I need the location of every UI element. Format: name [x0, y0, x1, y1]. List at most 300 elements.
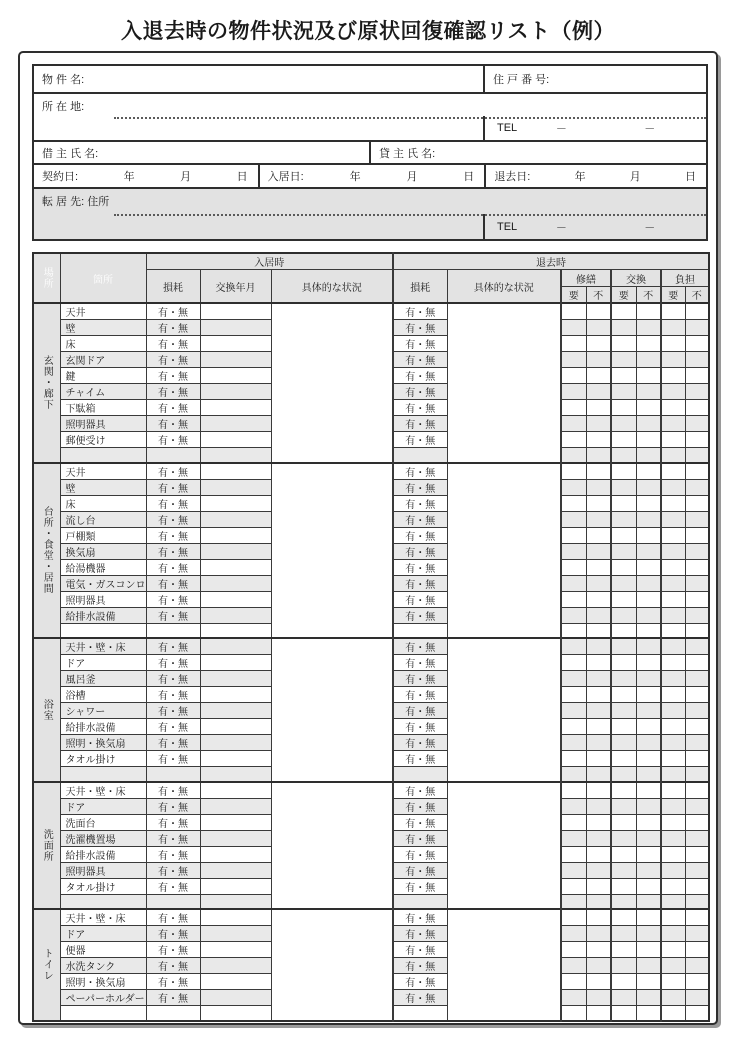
not-required-header: 不: [586, 287, 611, 304]
item-cell: 鍵: [60, 368, 146, 384]
wear-cell: 有・無: [393, 655, 447, 671]
check-cell: [611, 958, 636, 974]
wear-cell: 有・無: [146, 782, 200, 799]
check-cell: [586, 400, 611, 416]
check-cell: [636, 942, 661, 958]
check-cell: [611, 479, 636, 495]
condition-cell: [271, 782, 393, 910]
wear-cell: 有・無: [146, 543, 200, 559]
form-row-property: [34, 66, 706, 92]
check-cell: [561, 735, 586, 751]
check-cell: [636, 894, 661, 909]
check-cell: [611, 623, 636, 638]
exchange-date-cell: [200, 607, 271, 623]
check-cell: [685, 878, 709, 894]
item-cell: 給湯機器: [60, 559, 146, 575]
check-cell: [561, 719, 586, 735]
check-cell: [661, 368, 685, 384]
item-cell: [60, 448, 146, 463]
exchange-date-cell: [200, 448, 271, 463]
check-cell: [636, 352, 661, 368]
check-cell: [636, 958, 661, 974]
check-cell: [661, 830, 685, 846]
check-cell: [611, 575, 636, 591]
check-cell: [611, 990, 636, 1006]
wear-cell: 有・無: [393, 575, 447, 591]
check-cell: [685, 320, 709, 336]
exchange-date-cell: [200, 1006, 271, 1021]
condition-cell: [447, 909, 561, 1021]
check-cell: [636, 782, 661, 799]
check-cell: [685, 511, 709, 527]
check-cell: [561, 767, 586, 782]
day-label: 日: [684, 171, 696, 183]
exchange-date-cell: [200, 591, 271, 607]
check-cell: [611, 862, 636, 878]
wear-cell: 有・無: [393, 909, 447, 926]
wear-cell: [146, 767, 200, 782]
check-cell: [611, 543, 636, 559]
check-cell: [685, 909, 709, 926]
wear-cell: 有・無: [146, 974, 200, 990]
check-cell: [661, 527, 685, 543]
table-row: [33, 638, 709, 655]
wear-cell: 有・無: [393, 320, 447, 336]
check-cell: [636, 687, 661, 703]
check-cell: [661, 894, 685, 909]
check-cell: [685, 671, 709, 687]
check-cell: [685, 479, 709, 495]
contract-date-cell: [34, 165, 258, 187]
item-cell: 浴槽: [60, 687, 146, 703]
check-cell: [661, 400, 685, 416]
check-cell: [685, 894, 709, 909]
exchange-date-cell: [200, 527, 271, 543]
check-cell: [685, 798, 709, 814]
wear-cell: 有・無: [393, 432, 447, 448]
exchange-date-cell: [200, 767, 271, 782]
check-cell: [636, 719, 661, 735]
check-cell: [586, 909, 611, 926]
check-cell: [611, 894, 636, 909]
movein-date-cell: [258, 165, 485, 187]
wear-cell: 有・無: [146, 352, 200, 368]
wear-cell: 有・無: [146, 909, 200, 926]
wear-cell: 有・無: [146, 559, 200, 575]
check-cell: [586, 703, 611, 719]
check-cell: [685, 607, 709, 623]
tel-label: TEL: [497, 220, 518, 233]
wear-cell: 有・無: [393, 782, 447, 799]
wear-cell: [146, 448, 200, 463]
check-cell: [611, 703, 636, 719]
check-cell: [685, 751, 709, 767]
check-cell: [611, 655, 636, 671]
check-cell: [561, 511, 586, 527]
check-cell: [636, 846, 661, 862]
check-cell: [636, 878, 661, 894]
year-label: 年: [123, 171, 135, 183]
table-row: [33, 303, 709, 320]
wear-cell: 有・無: [393, 974, 447, 990]
check-cell: [611, 798, 636, 814]
wear-cell: 有・無: [146, 591, 200, 607]
property-name-label: 物 件 名:: [42, 74, 85, 86]
check-cell: [586, 416, 611, 432]
check-cell: [685, 543, 709, 559]
check-cell: [611, 719, 636, 735]
check-cell: [561, 974, 586, 990]
check-cell: [661, 495, 685, 511]
place-cell: 浴室: [33, 638, 60, 782]
exchange-date-cell: [200, 384, 271, 400]
check-cell: [586, 607, 611, 623]
wear-cell: 有・無: [393, 384, 447, 400]
check-cell: [611, 782, 636, 799]
check-cell: [561, 479, 586, 495]
exchange-date-cell: [200, 511, 271, 527]
check-cell: [636, 623, 661, 638]
exchange-date-cell: [200, 990, 271, 1006]
check-cell: [636, 607, 661, 623]
check-cell: [561, 384, 586, 400]
check-cell: [636, 591, 661, 607]
item-cell: 照明器具: [60, 591, 146, 607]
address-label: 所 在 地:: [42, 100, 85, 113]
wear-cell: [393, 448, 447, 463]
exchange-date-cell: [200, 958, 271, 974]
item-cell: タオル掛け: [60, 751, 146, 767]
wear-cell: 有・無: [393, 479, 447, 495]
check-cell: [636, 990, 661, 1006]
wear-cell: 有・無: [393, 352, 447, 368]
check-cell: [586, 798, 611, 814]
check-cell: [611, 432, 636, 448]
check-cell: [661, 719, 685, 735]
check-cell: [561, 527, 586, 543]
check-cell: [685, 591, 709, 607]
check-cell: [586, 958, 611, 974]
check-cell: [661, 814, 685, 830]
wear-cell: 有・無: [393, 416, 447, 432]
item-cell: 壁: [60, 320, 146, 336]
check-cell: [586, 575, 611, 591]
wear-cell: [393, 767, 447, 782]
check-cell: [636, 655, 661, 671]
check-cell: [561, 814, 586, 830]
item-cell: 流し台: [60, 511, 146, 527]
check-cell: [561, 687, 586, 703]
check-cell: [685, 830, 709, 846]
check-cell: [561, 751, 586, 767]
wear-cell: 有・無: [146, 320, 200, 336]
exchange-date-cell: [200, 671, 271, 687]
burden-header: 負担: [661, 270, 709, 287]
wear-cell: [146, 894, 200, 909]
check-cell: [611, 974, 636, 990]
wear-cell: 有・無: [146, 798, 200, 814]
check-cell: [561, 623, 586, 638]
check-cell: [586, 432, 611, 448]
check-cell: [586, 463, 611, 480]
item-cell: 便器: [60, 942, 146, 958]
check-cell: [636, 909, 661, 926]
wear-cell: 有・無: [146, 495, 200, 511]
exchange-date-cell: [200, 942, 271, 958]
exchange-date-cell: [200, 814, 271, 830]
day-label: 日: [463, 171, 475, 183]
check-cell: [685, 767, 709, 782]
item-cell: [60, 894, 146, 909]
condition-cell: [447, 782, 561, 910]
item-cell: ドア: [60, 926, 146, 942]
wear-cell: 有・無: [393, 543, 447, 559]
tel-cell: [483, 116, 706, 140]
check-cell: [636, 751, 661, 767]
item-cell: 玄関ドア: [60, 352, 146, 368]
check-cell: [636, 495, 661, 511]
item-cell: 天井・壁・床: [60, 909, 146, 926]
check-cell: [636, 543, 661, 559]
check-cell: [611, 336, 636, 352]
day-label: 日: [236, 171, 248, 183]
check-cell: [661, 448, 685, 463]
wear-cell: [393, 1006, 447, 1021]
wear-cell: 有・無: [393, 798, 447, 814]
check-cell: [561, 432, 586, 448]
place-cell: 台所・食堂・居間: [33, 463, 60, 639]
check-cell: [685, 336, 709, 352]
check-cell: [561, 655, 586, 671]
table-group: [33, 909, 709, 1021]
check-cell: [611, 942, 636, 958]
exchange-date-header: 交換年月: [200, 270, 271, 304]
check-cell: [661, 846, 685, 862]
check-cell: [685, 463, 709, 480]
wear-cell: 有・無: [393, 463, 447, 480]
check-cell: [661, 974, 685, 990]
check-cell: [636, 336, 661, 352]
wear-cell: [146, 623, 200, 638]
wear-cell: 有・無: [393, 719, 447, 735]
check-cell: [561, 782, 586, 799]
wear-cell: 有・無: [393, 336, 447, 352]
check-cell: [685, 846, 709, 862]
check-cell: [586, 495, 611, 511]
table-group: [33, 303, 709, 463]
check-cell: [561, 909, 586, 926]
check-cell: [586, 559, 611, 575]
item-cell: 戸棚類: [60, 527, 146, 543]
wear-cell: 有・無: [146, 575, 200, 591]
check-cell: [685, 400, 709, 416]
wear-cell: 有・無: [146, 655, 200, 671]
check-cell: [685, 687, 709, 703]
tel-dash: －: [555, 221, 567, 234]
condition-cell: [271, 303, 393, 463]
check-cell: [685, 559, 709, 575]
movein-header: 入居時: [146, 253, 393, 270]
contract-date-label: 契約日:: [42, 171, 79, 183]
check-cell: [685, 448, 709, 463]
check-cell: [661, 416, 685, 432]
exchange-date-cell: [200, 974, 271, 990]
form-row-names: [34, 140, 706, 163]
check-cell: [685, 432, 709, 448]
page-title: 入退去時の物件状況及び原状回復確認リスト（例）: [120, 20, 616, 43]
place-cell: 洗面所: [33, 782, 60, 910]
exchange-date-cell: [200, 926, 271, 942]
wear-cell: 有・無: [146, 958, 200, 974]
exchange-date-cell: [200, 320, 271, 336]
check-cell: [611, 909, 636, 926]
exchange-date-cell: [200, 368, 271, 384]
required-header: 要: [661, 287, 685, 304]
check-cell: [685, 655, 709, 671]
check-cell: [586, 623, 611, 638]
check-cell: [636, 735, 661, 751]
check-cell: [685, 974, 709, 990]
check-cell: [685, 303, 709, 320]
check-cell: [611, 527, 636, 543]
check-cell: [611, 320, 636, 336]
exchange-date-cell: [200, 751, 271, 767]
check-cell: [561, 926, 586, 942]
check-cell: [661, 942, 685, 958]
check-cell: [661, 352, 685, 368]
check-cell: [611, 814, 636, 830]
wear-cell: 有・無: [393, 703, 447, 719]
wear-header: 損耗: [146, 270, 200, 304]
check-cell: [586, 368, 611, 384]
check-cell: [611, 368, 636, 384]
item-cell: 天井: [60, 463, 146, 480]
movein-date-label: 入居日:: [267, 171, 304, 183]
month-label: 月: [406, 171, 418, 183]
wear-cell: 有・無: [146, 830, 200, 846]
wear-cell: 有・無: [393, 814, 447, 830]
check-cell: [611, 416, 636, 432]
item-cell: 給排水設備: [60, 846, 146, 862]
exchange-date-cell: [200, 623, 271, 638]
check-cell: [661, 862, 685, 878]
month-label: 月: [180, 171, 192, 183]
check-cell: [661, 655, 685, 671]
condition-cell: [447, 303, 561, 463]
month-label: 月: [629, 171, 641, 183]
check-cell: [586, 942, 611, 958]
exchange-date-cell: [200, 703, 271, 719]
check-cell: [661, 607, 685, 623]
item-cell: 郵便受け: [60, 432, 146, 448]
form-row-new-address: [34, 187, 706, 239]
wear-cell: 有・無: [146, 735, 200, 751]
exchange-date-cell: [200, 400, 271, 416]
wear-cell: 有・無: [146, 703, 200, 719]
check-cell: [611, 607, 636, 623]
check-cell: [586, 1006, 611, 1021]
exchange-date-cell: [200, 303, 271, 320]
check-cell: [685, 990, 709, 1006]
check-cell: [586, 830, 611, 846]
exchange-date-cell: [200, 846, 271, 862]
wear-cell: 有・無: [146, 432, 200, 448]
wear-cell: [393, 894, 447, 909]
check-cell: [586, 448, 611, 463]
check-cell: [661, 990, 685, 1006]
wear-cell: 有・無: [146, 479, 200, 495]
check-cell: [611, 591, 636, 607]
form-row-address: [34, 92, 706, 140]
check-cell: [561, 894, 586, 909]
wear-cell: 有・無: [146, 719, 200, 735]
wear-cell: 有・無: [146, 942, 200, 958]
check-cell: [586, 479, 611, 495]
item-cell: 天井: [60, 303, 146, 320]
check-cell: [636, 479, 661, 495]
check-cell: [586, 767, 611, 782]
not-required-header: 不: [636, 287, 661, 304]
wear-cell: 有・無: [146, 751, 200, 767]
landlord-name-label: 貸 主 氏 名:: [369, 142, 706, 163]
form-row-dates: [34, 163, 706, 187]
exchange-date-cell: [200, 575, 271, 591]
exchange-date-cell: [200, 479, 271, 495]
outer-frame: [18, 51, 718, 1025]
item-cell: ドア: [60, 798, 146, 814]
tel-cell: [483, 214, 706, 239]
check-cell: [636, 511, 661, 527]
check-cell: [661, 511, 685, 527]
check-cell: [636, 703, 661, 719]
wear-cell: 有・無: [393, 607, 447, 623]
check-cell: [561, 495, 586, 511]
condition-header: 具体的な状況: [271, 270, 393, 304]
table-group: [33, 782, 709, 910]
unit-number-label: 住 戸 番 号:: [483, 66, 706, 92]
check-cell: [685, 1006, 709, 1021]
check-cell: [561, 862, 586, 878]
wear-cell: 有・無: [393, 958, 447, 974]
check-cell: [561, 703, 586, 719]
check-cell: [561, 352, 586, 368]
check-cell: [611, 448, 636, 463]
wear-cell: 有・無: [393, 735, 447, 751]
check-cell: [586, 303, 611, 320]
check-cell: [586, 751, 611, 767]
wear-cell: 有・無: [393, 671, 447, 687]
table-header: [33, 253, 709, 303]
check-cell: [636, 814, 661, 830]
check-cell: [661, 336, 685, 352]
condition-cell: [447, 463, 561, 639]
item-cell: 水洗タンク: [60, 958, 146, 974]
check-cell: [586, 974, 611, 990]
check-cell: [586, 336, 611, 352]
wear-cell: 有・無: [393, 926, 447, 942]
check-cell: [636, 926, 661, 942]
check-cell: [561, 400, 586, 416]
check-cell: [636, 320, 661, 336]
check-cell: [611, 878, 636, 894]
wear-cell: 有・無: [146, 336, 200, 352]
exchange-date-cell: [200, 878, 271, 894]
table-group: [33, 638, 709, 782]
check-cell: [561, 336, 586, 352]
check-cell: [636, 432, 661, 448]
check-cell: [636, 368, 661, 384]
item-cell: 床: [60, 495, 146, 511]
